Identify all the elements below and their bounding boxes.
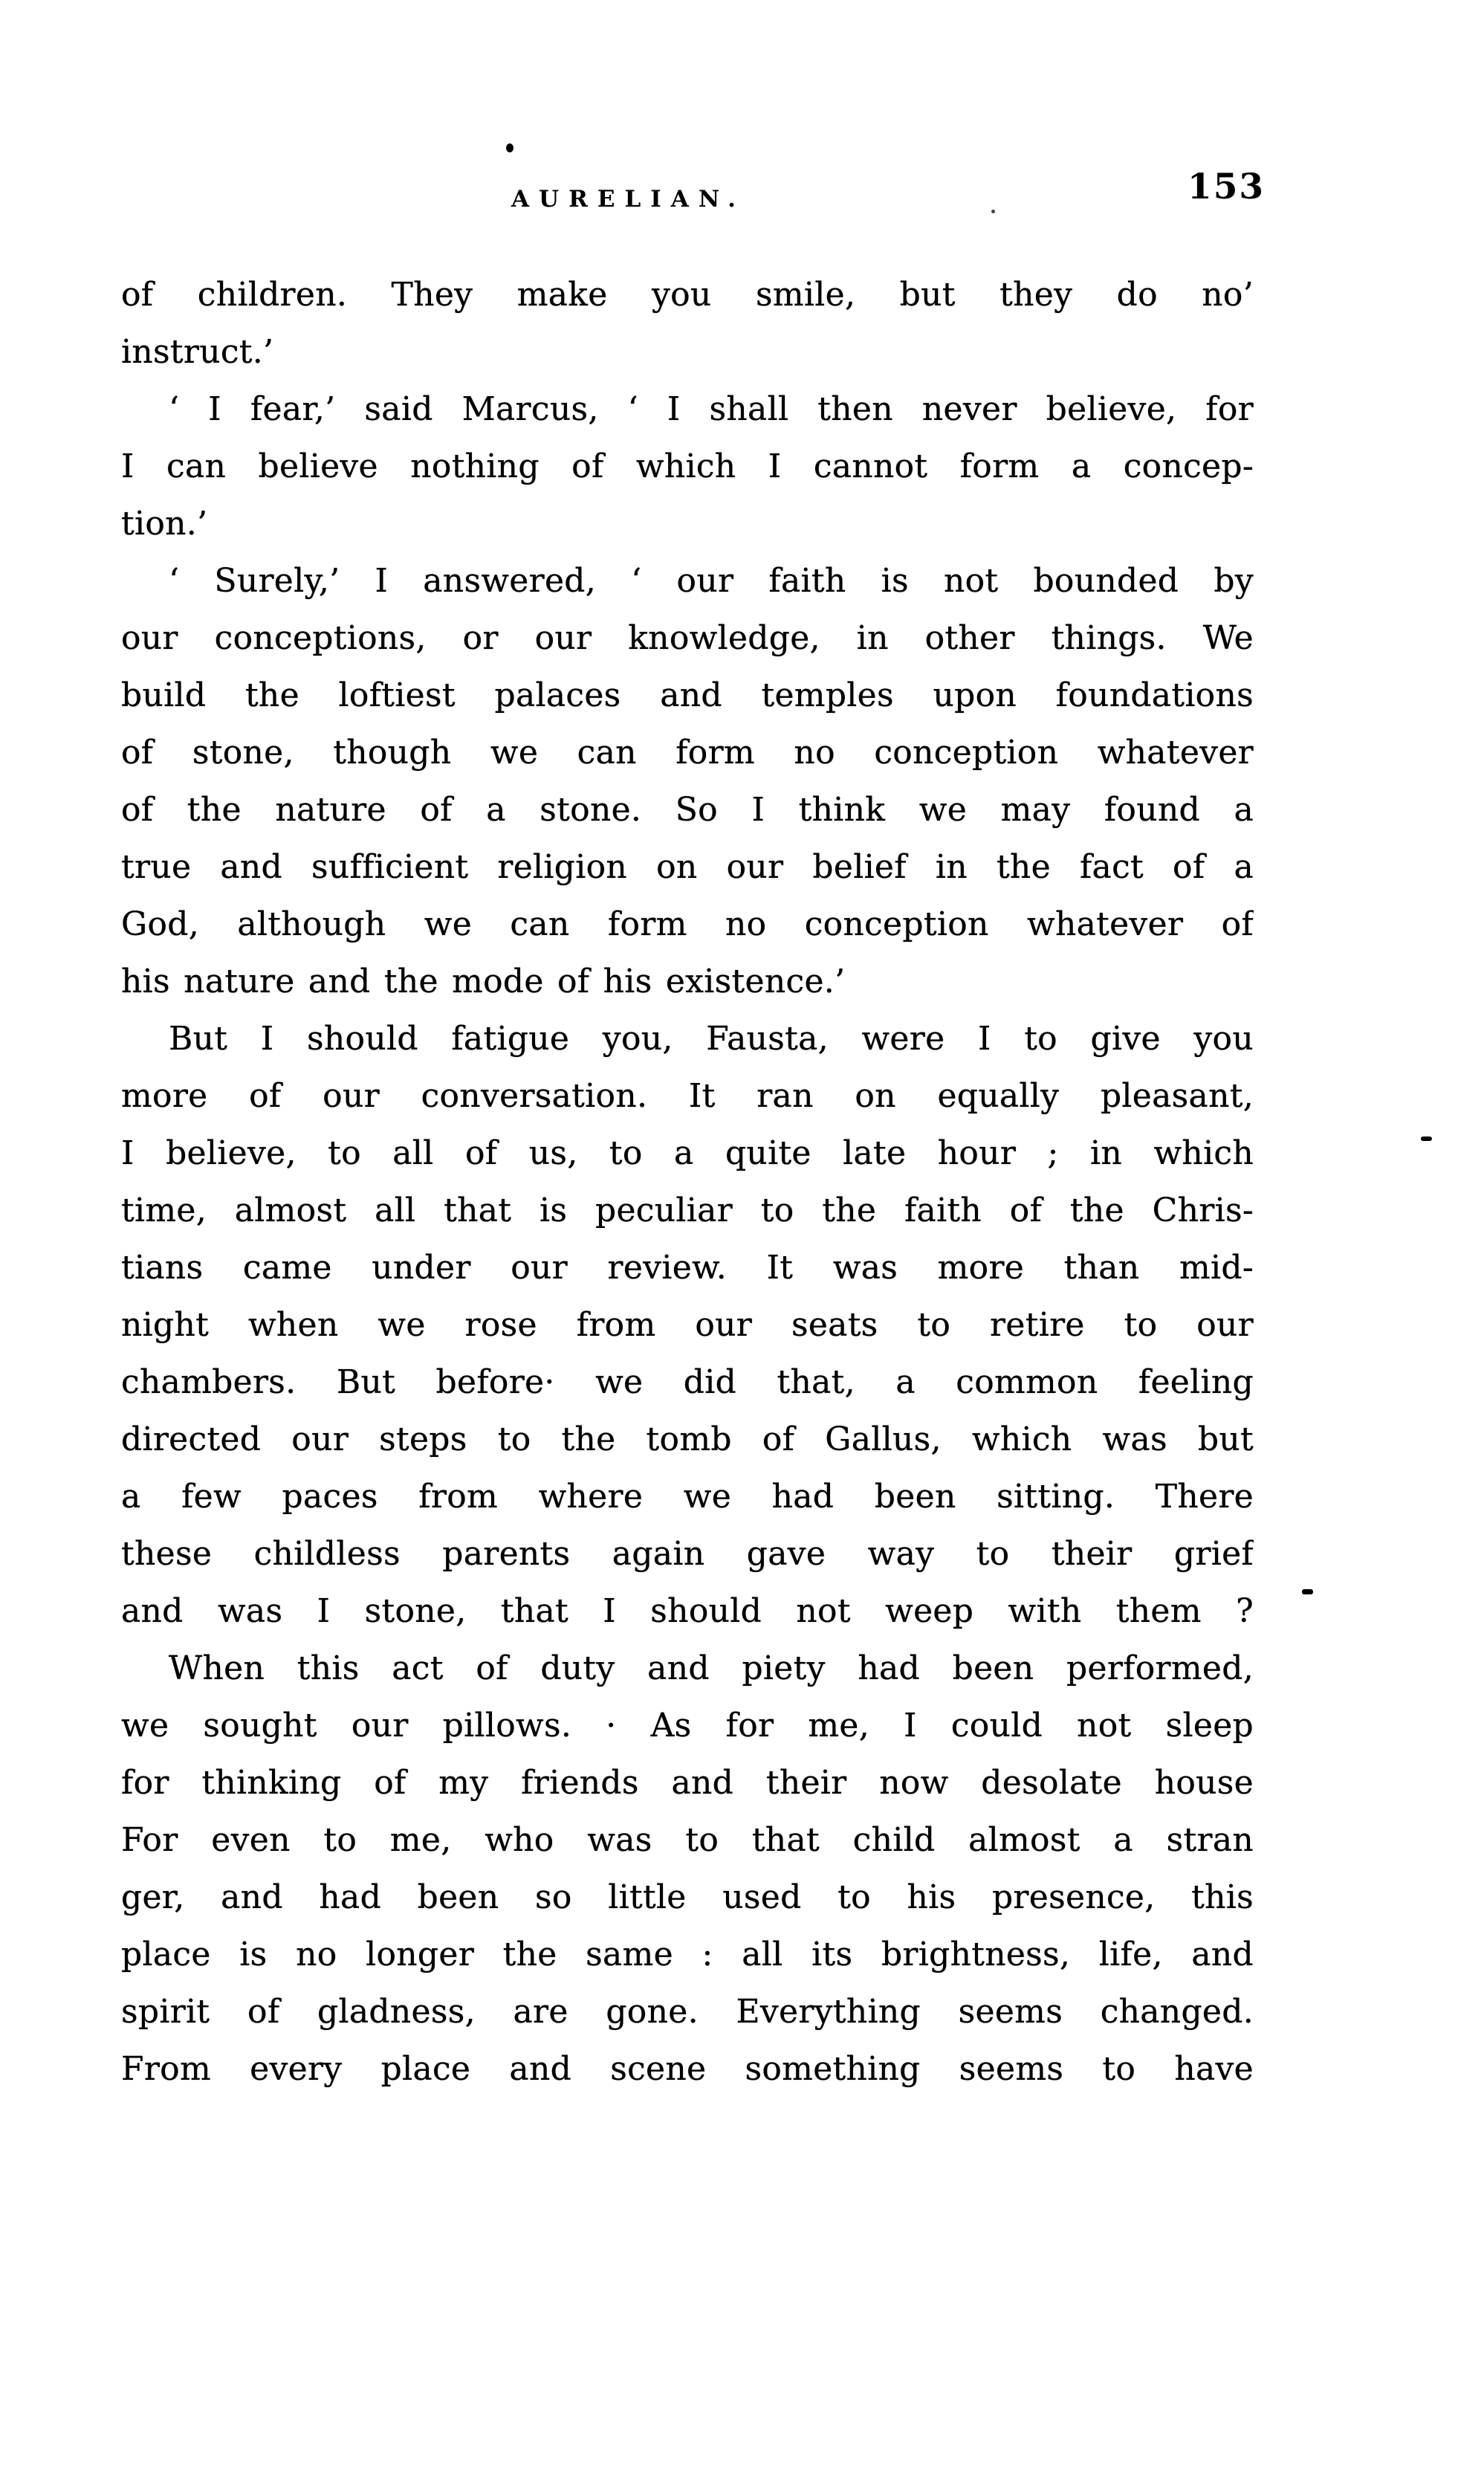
- text-line: of children. They make you smile, but they do no’: [121, 276, 1254, 314]
- text-line: place is no longer the same : all its brightness, life, and: [121, 1936, 1254, 1973]
- text-line: night when we rose from our seats to retire to our: [121, 1306, 1254, 1344]
- text-line: and was I stone, that I should not weep with them ?: [121, 1592, 1254, 1630]
- text-line: time, almost all that is peculiar to the faith of the Chris-: [121, 1192, 1254, 1229]
- text-line: directed our steps to the tomb of Gallus, which was but: [121, 1420, 1254, 1458]
- text-line: a few paces from where we had been sitting. There: [121, 1478, 1254, 1516]
- text-line: I can believe nothing of which I cannot form a concep-: [121, 447, 1254, 485]
- text-line: ‘ Surely,’ I answered, ‘ our faith is not bounded by: [169, 562, 1254, 600]
- running-head: AURELIAN.: [511, 186, 745, 213]
- text-block: [121, 266, 1254, 2098]
- text-line: true and sufficient religion on our belief in the fact of a: [121, 848, 1254, 886]
- text-line: more of our conversation. It ran on equally pleasant,: [121, 1077, 1254, 1115]
- text-line: of stone, though we can form no conception whatever: [121, 734, 1254, 772]
- text-line: ‘ I fear,’ said Marcus, ‘ I shall then never believe, for: [169, 390, 1254, 428]
- ink-speck: [991, 210, 995, 213]
- text-line: we sought our pillows. · As for me, I could not sleep: [121, 1707, 1254, 1745]
- text-line: God, although we can form no conception whatever of: [121, 905, 1254, 943]
- text-line: his nature and the mode of his existence.’: [121, 963, 846, 1000]
- text-line: instruct.’: [121, 333, 274, 371]
- text-line: From every place and scene something seems to have: [121, 2050, 1254, 2088]
- ink-speck: [506, 143, 513, 152]
- text-line: our conceptions, or our knowledge, in other things. We: [121, 619, 1254, 657]
- text-line: spirit of gladness, are gone. Everything seems changed.: [121, 1993, 1254, 2031]
- page-number: 153: [1187, 167, 1266, 207]
- text-line: tians came under our review. It was more than mid-: [121, 1249, 1254, 1287]
- text-line: these childless parents again gave way to their grief: [121, 1535, 1254, 1573]
- text-line: I believe, to all of us, to a quite late hour ; in which: [121, 1134, 1254, 1172]
- ink-speck: [1302, 1589, 1313, 1594]
- text-line: For even to me, who was to that child almost a stran: [121, 1821, 1254, 1859]
- ink-speck: [1421, 1137, 1432, 1141]
- text-line: ger, and had been so little used to his presence, this: [121, 1878, 1254, 1916]
- text-line: build the loftiest palaces and temples upon foundations: [121, 676, 1254, 714]
- text-line: chambers. But before· we did that, a common feeling: [121, 1363, 1254, 1401]
- text-line: But I should fatigue you, Fausta, were I to give you: [169, 1020, 1254, 1058]
- text-line: for thinking of my friends and their now desolate house: [121, 1764, 1254, 1802]
- text-line: When this act of duty and piety had been performed,: [169, 1649, 1254, 1687]
- text-line: tion.’: [121, 505, 208, 543]
- text-line: of the nature of a stone. So I think we may found a: [121, 791, 1254, 829]
